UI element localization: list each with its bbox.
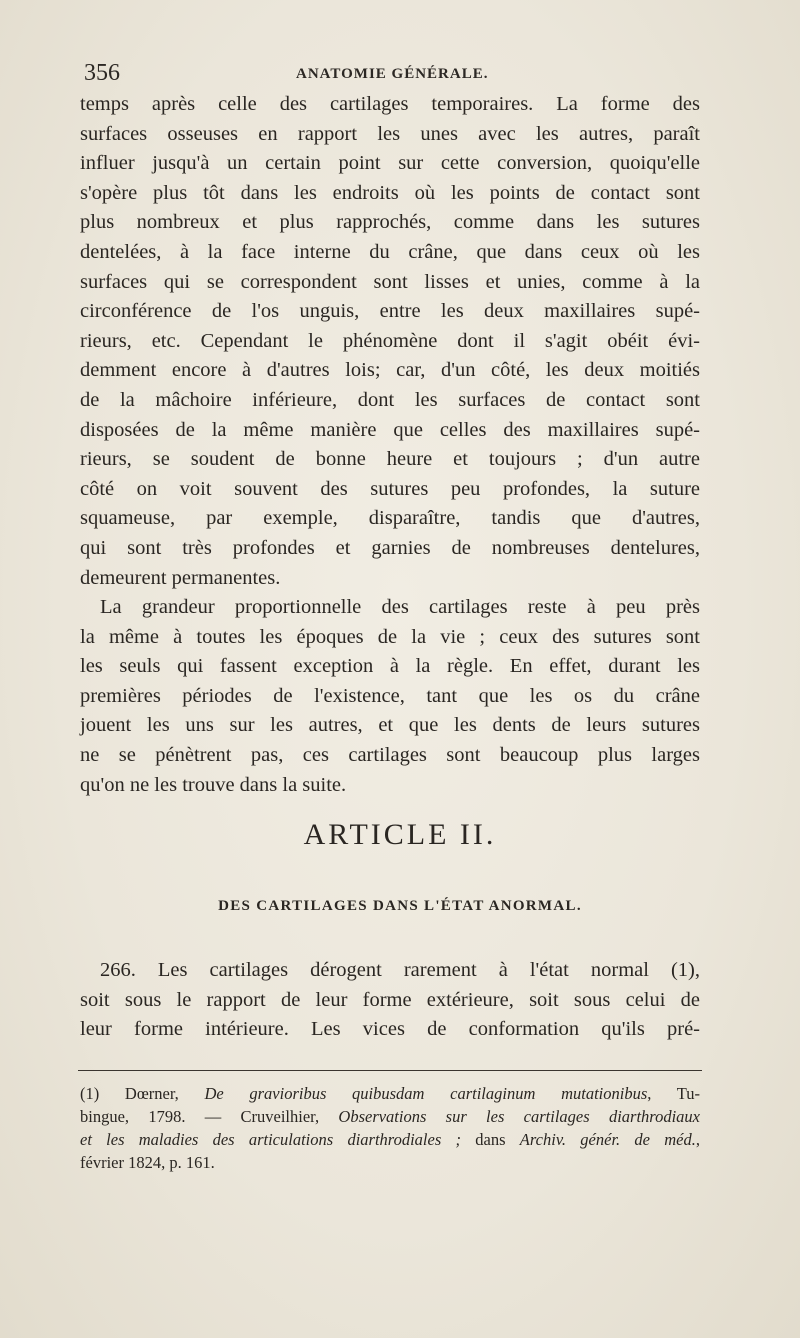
footnote-rule — [78, 1070, 702, 1071]
text-line: ne se pénètrent pas, ces cartilages sont beaucoup plus larges — [80, 744, 700, 767]
text-line: influer jusqu'à un certain point sur cette conversion, quoiqu'elle — [80, 152, 700, 175]
text-line: s'opère plus tôt dans les endroits où les points de contact sont — [80, 181, 700, 204]
text-line: dentelées, à la face interne du crâne, que dans ceux où les — [80, 240, 700, 263]
text-line: demment encore à d'autres lois; car, d'un côté, les deux moitiés — [80, 359, 700, 382]
section-heading: DES CARTILAGES DANS L'ÉTAT ANORMAL. — [218, 898, 582, 914]
text-line: les seuls qui fassent exception à la règle. En effet, durant les — [80, 655, 700, 678]
main-text — [80, 90, 700, 800]
running-head — [84, 60, 700, 90]
text-line: premières périodes de l'existence, tant que les os du crâne — [80, 684, 700, 707]
text-line: temps après celle des cartilages temporaires. La forme des — [80, 93, 700, 115]
text-line: plus nombreux et plus rapprochés, comme dans les sutures — [80, 211, 700, 234]
article-heading: ARTICLE II. — [303, 818, 497, 851]
text-line: demeurent permanentes. — [80, 566, 281, 589]
text-line: la même à toutes les époques de la vie ; ceux des sutures sont — [80, 625, 700, 648]
text-line: de la mâchoire inférieure, dont les surfaces de contact sont — [80, 388, 700, 411]
text-line: qu'on ne les trouve dans la suite. — [80, 773, 347, 796]
text-line: jouent les uns sur les autres, et que les dents de leurs sutures — [80, 714, 700, 737]
footnote-line: (1) Dœrner, De gravioribus quibusdam cartilaginum mutationibus, Tu- — [80, 1084, 700, 1103]
text-line: La grandeur proportionnelle des cartilages reste à peu près — [100, 596, 700, 619]
footnote-line: et les maladies des articulations diarthrodiales ; dans Archiv. génér. de méd., — [80, 1130, 701, 1149]
text-line: surfaces osseuses en rapport les unes avec les autres, paraît — [80, 122, 700, 145]
text-line: rieurs, etc. Cependant le phénomène dont il s'agit obéit évi- — [80, 329, 700, 352]
text-line: soit sous le rapport de leur forme extérieure, soit sous celui de — [80, 988, 700, 1011]
text-line: qui sont très profondes et garnies de nombreuses dentelures, — [80, 536, 700, 559]
text-line: surfaces qui se correspondent sont lisses et unies, comme à la — [80, 270, 700, 293]
footnote-line: bingue, 1798. — Cruveilhier, Observations sur les cartilages diarthrodiaux — [80, 1107, 700, 1126]
text-line: leur forme intérieure. Les vices de conformation qu'ils pré- — [80, 1018, 700, 1041]
page-number: 356 — [84, 60, 120, 86]
running-title: ANATOMIE GÉNÉRALE. — [296, 66, 489, 82]
text-line: 266. Les cartilages dérogent rarement à l'état normal (1), — [100, 959, 700, 981]
text-line: circonférence de l'os unguis, entre les deux maxillaires supé- — [80, 300, 700, 323]
footnote-line: février 1824, p. 161. — [80, 1153, 215, 1172]
text-line: côté on voit souvent des sutures peu profondes, la suture — [80, 477, 700, 500]
footnote — [80, 1082, 700, 1174]
text-line: squameuse, par exemple, disparaître, tandis que d'autres, — [80, 507, 700, 530]
text-line: disposées de la même manière que celles des maxillaires supé- — [80, 418, 700, 441]
paragraph-266 — [80, 956, 700, 1045]
text-line: rieurs, se soudent de bonne heure et toujours ; d'un autre — [80, 448, 700, 471]
